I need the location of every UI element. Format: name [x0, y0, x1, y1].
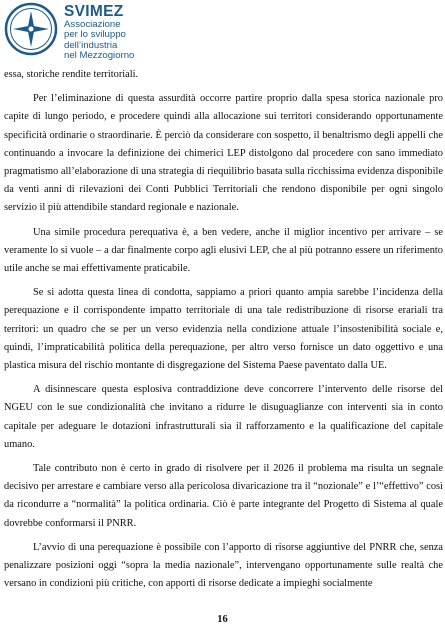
brand-name: SVIMEZ: [64, 3, 124, 20]
paragraph: Una simile procedura perequativa è, a ben vedere, anche il miglior incentivo per arrivare – se veramente lo si vuole – a dar finalmente corpo agli elusivi LEP, che al più potranno essere un riferimento utile anche se mai effettivamente praticabile.: [4, 226, 443, 275]
paragraph: A disinnescare questa esplosiva contraddizione deve concorrere l’intervento delle risorse del NGEU con le sue condizionalità che invitano a ridurre le disuguaglianze con interventi sia in conto capitale per adeguare le dotazioni infrastrutturali sia il rafforzamento e la qualificazione del capitale umano.: [4, 384, 443, 450]
paragraph: essa, storiche rendite territoriali.: [4, 69, 139, 80]
brand-tagline-line: dell’industria: [64, 39, 118, 51]
paragraph: Per l’eliminazione di questa assurdità occorre partire proprio dalla spesa storica nazionale pro capite di lungo periodo, e procedere quindi alla allocazione sui territori considerando opportunamente specificità ordinarie o straordinarie. È perciò da considerare con sospetto, il benaltrismo degli appelli che continuando a invocare la definizione dei chimerici LEP distolgono dal procedere con sano immediato pragmatismo all’elaborazione di una strategia di riequilibrio basata sulla ricchissima evidenza disponibile da venti anni di rilevazioni dei Conti Pubblici Territoriali che rendono disponibile per ogni singolo servizio il più attendibile standard regionale e nazionale.: [4, 93, 443, 214]
paragraph: Se si adotta questa linea di condotta, sappiamo a priori quanto ampia sarebbe l’incidenza della perequazione e il corrispondente impatto territoriale di una tale redistribuzione di risorse erariali tra territori: un quadro che se per un verso evidenzia nella condizione attuale l’insostenibilità sociale e, quindi, l’impraticabilità politica della perequazione, per altro verso fornisce un dato oggettivo e una plastica misura del rischio montante di disgregazione del Sistema Paese paventato dalla UE.: [4, 287, 443, 372]
header: [4, 2, 134, 60]
compass-logo-icon: [4, 2, 58, 56]
brand-tagline-line: per lo sviluppo: [64, 29, 126, 41]
paragraph: Tale contributo non è certo in grado di risolvere per il 2026 il problema ma risulta un segnale decisivo per arrestare e cambiare verso alla pericolosa divaricazione tra il “nozionale” e l’“effettivo” così da ricondurre a “normalità” la politica ordinaria. Ciò è parte integrante del Progetto di Sistema al quale dovrebbe conformarsi il PNRR.: [4, 463, 443, 529]
brand-tagline-line: Associazione: [64, 18, 121, 30]
document-body: [4, 66, 443, 599]
brand-block: [64, 4, 134, 62]
page-number: 16: [217, 614, 228, 625]
brand-tagline-line: nel Mezzogiorno: [64, 50, 135, 62]
paragraph: L’avvio di una perequazione è possibile con l’apporto di risorse aggiuntive del PNRR che, senza penalizzare posizioni oggi “sopra la media nazionale”, intervengano opportunamente sulle realtà che versano in condizioni più critiche, con apporti di risorse dedicate a impieghi socialmente: [4, 541, 443, 590]
